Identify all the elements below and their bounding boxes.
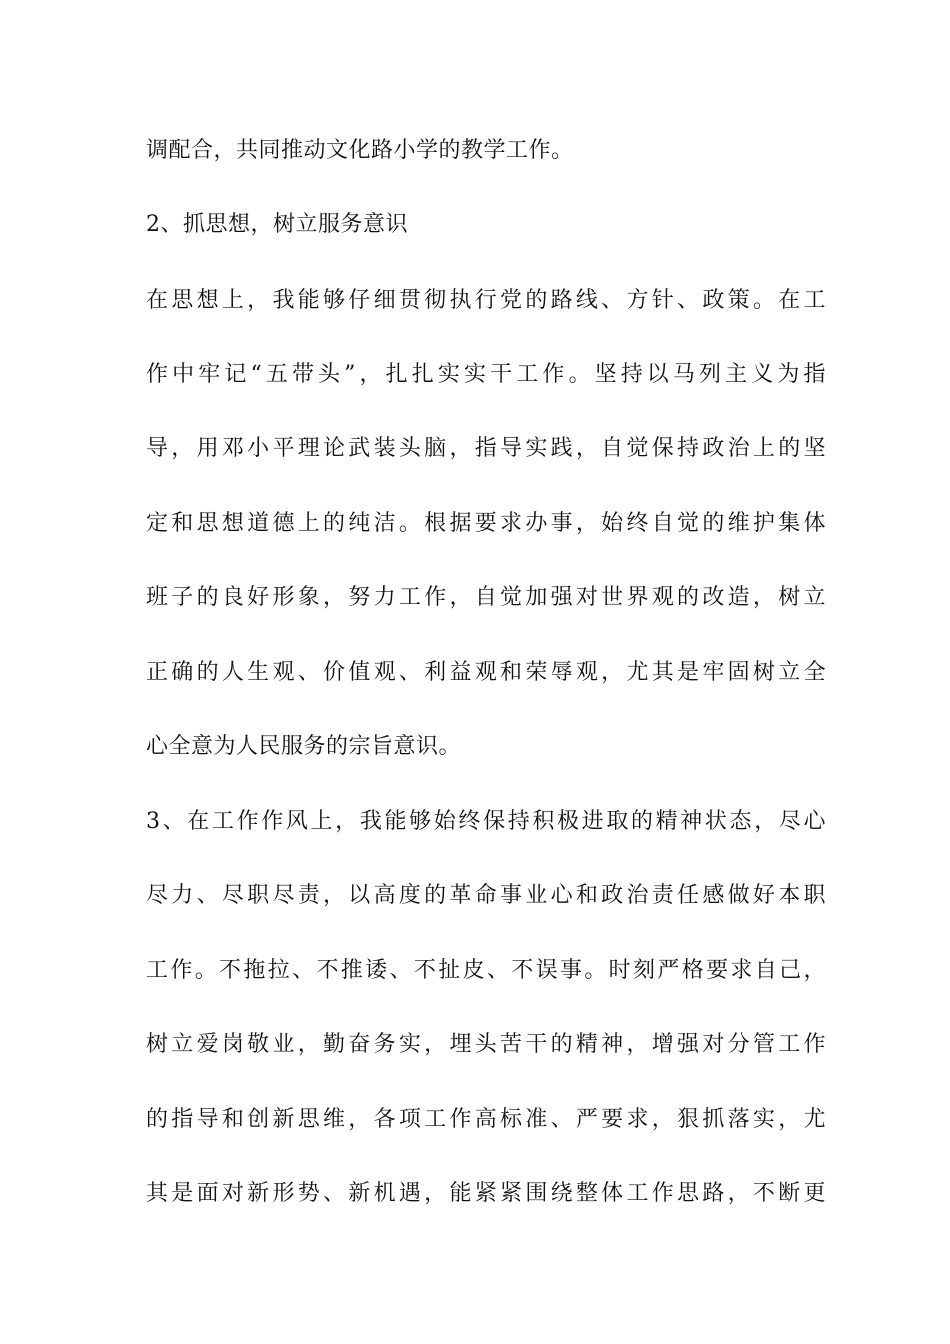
paragraph-line: 心全意为人民服务的宗旨意识。	[146, 734, 462, 759]
paragraph-line: 定和思想道德上的纯洁。根据要求办事，始终自觉的维护集体	[146, 511, 826, 536]
paragraph-line: 3、在工作作风上，我能够始终保持积极进取的精神状态，尽心	[146, 809, 826, 834]
paragraph-line: 正确的人生观、价值观、利益观和荣辱观，尤其是牢固树立全	[146, 660, 826, 685]
paragraph-line: 其是面对新形势、新机遇，能紧紧围绕整体工作思路，不断更	[146, 1181, 826, 1206]
paragraph-line: 调配合，共同推动文化路小学的教学工作。	[146, 138, 574, 163]
section-heading: 2、抓思想，树立服务意识	[146, 212, 408, 237]
paragraph-line: 作中牢记“五带头”，扎扎实实干工作。坚持以马列主义为指	[146, 362, 826, 387]
paragraph-line: 尽力、尽职尽责，以高度的革命事业心和政治责任感做好本职	[146, 883, 826, 908]
paragraph-line: 树立爱岗敬业，勤奋务实，埋头苦干的精神，增强对分管工作	[146, 1032, 826, 1057]
paragraph-line: 在思想上，我能够仔细贯彻执行党的路线、方针、政策。在工	[146, 288, 826, 313]
paragraph-line: 班子的良好形象，努力工作，自觉加强对世界观的改造，树立	[146, 585, 826, 610]
paragraph-line: 工作。不拖拉、不推诿、不扯皮、不误事。时刻严格要求自己，	[146, 958, 826, 983]
paragraph-line: 导，用邓小平理论武装头脑，指导实践，自觉保持政治上的坚	[146, 436, 826, 461]
paragraph-line: 的指导和创新思维，各项工作高标准、严要求，狠抓落实，尤	[146, 1107, 826, 1132]
